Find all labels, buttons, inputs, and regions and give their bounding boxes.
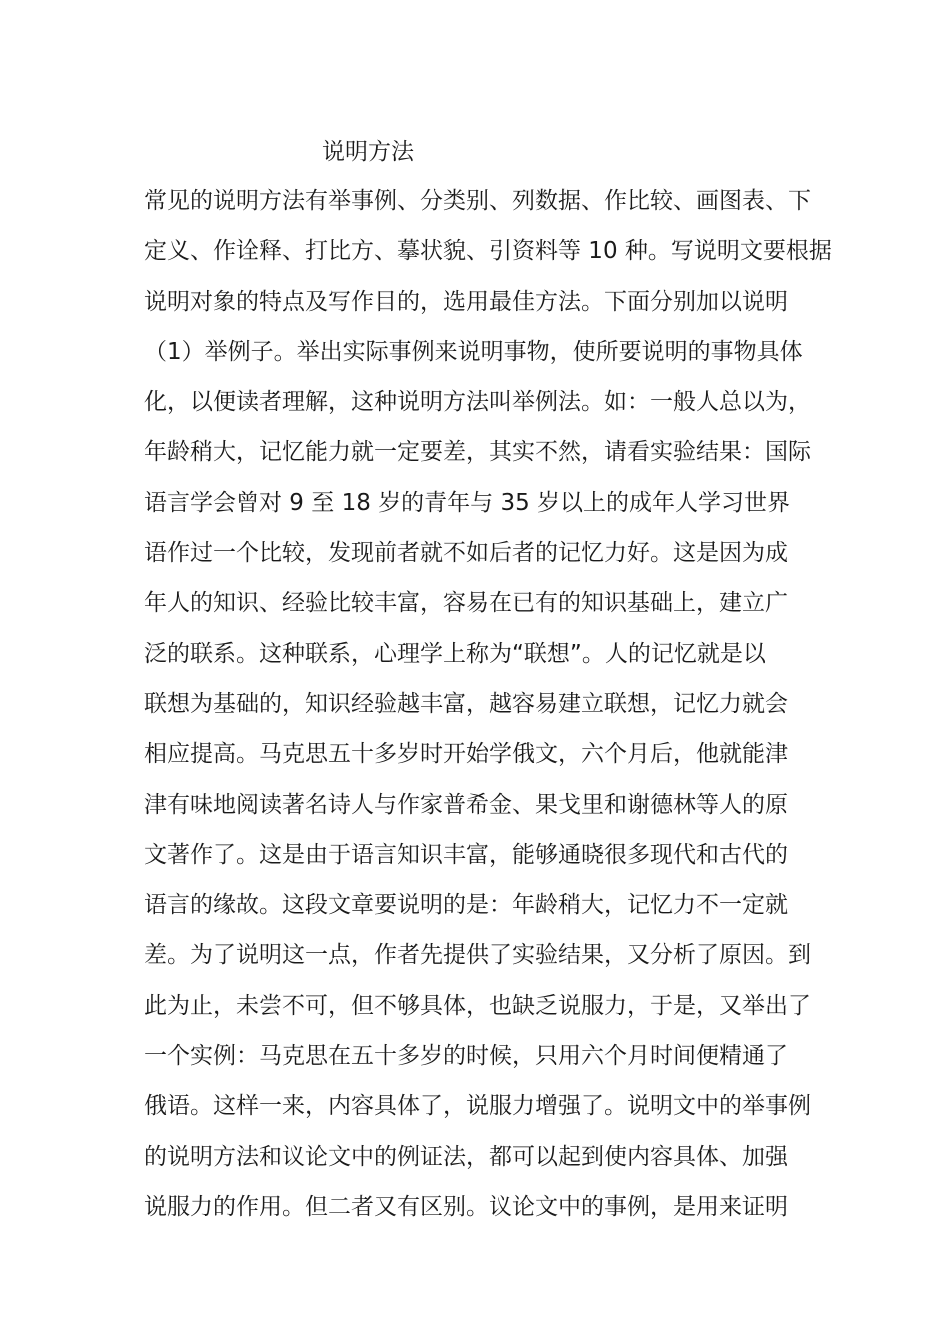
text-line: 常见的说明方法有举事例、分类别、列数据、作比较、画图表、下 — [144, 188, 811, 214]
text-line: 一个实例：马克思在五十多岁的时候，只用六个月时间便精通了 — [144, 1043, 788, 1070]
text-line: （1）举例子。举出实际事例来说明事物，使所要说明的事物具体 — [144, 338, 803, 365]
text-line: 化，以便读者理解，这种说明方法叫举例法。如：一般人总以为， — [144, 389, 811, 416]
text-line: 年龄稍大，记忆能力就一定要差，其实不然，请看实验结果：国际 — [144, 439, 811, 466]
text-line: 说服力的作用。但二者又有区别。议论文中的事例，是用来证明 — [144, 1193, 788, 1220]
text-line: 的说明方法和议论文中的例证法，都可以起到使内容具体、加强 — [144, 1143, 788, 1170]
text-line: 年人的知识、经验比较丰富，容易在已有的知识基础上，建立广 — [144, 590, 788, 617]
text-line: 差。为了说明这一点，作者先提供了实验结果，又分析了原因。到 — [144, 942, 811, 969]
document-title: 说明方法 — [322, 139, 414, 165]
text-line: 文著作了。这是由于语言知识丰富，能够通晓很多现代和古代的 — [144, 841, 788, 868]
text-line: 此为止，未尝不可，但不够具体，也缺乏说服力，于是，又举出了 — [144, 992, 811, 1019]
text-line: 相应提高。马克思五十多岁时开始学俄文，六个月后，他就能津 — [144, 741, 788, 768]
text-line: 津有味地阅读著名诗人与作家普希金、果戈里和谢德林等人的原 — [144, 791, 788, 818]
document-body — [144, 181, 832, 1237]
text-line: 说明对象的特点及写作目的，选用最佳方法。下面分别加以说明 — [144, 288, 788, 315]
text-line: 语作过一个比较，发现前者就不如后者的记忆力好。这是因为成 — [144, 540, 788, 567]
text-line: 语言学会曾对 9 至 18 岁的青年与 35 岁以上的成年人学习世界 — [144, 489, 791, 516]
text-line: 语言的缘故。这段文章要说明的是：年龄稍大，记忆力不一定就 — [144, 892, 788, 919]
text-line: 泛的联系。这种联系，心理学上称为“联想”。人的记忆就是以 — [144, 640, 766, 667]
text-line: 联想为基础的，知识经验越丰富，越容易建立联想，记忆力就会 — [144, 690, 788, 717]
text-line: 俄语。这样一来，内容具体了，说服力增强了。说明文中的举事例 — [144, 1093, 811, 1120]
text-line: 定义、作诠释、打比方、摹状貌、引资料等 10 种。写说明文要根据 — [144, 238, 832, 265]
